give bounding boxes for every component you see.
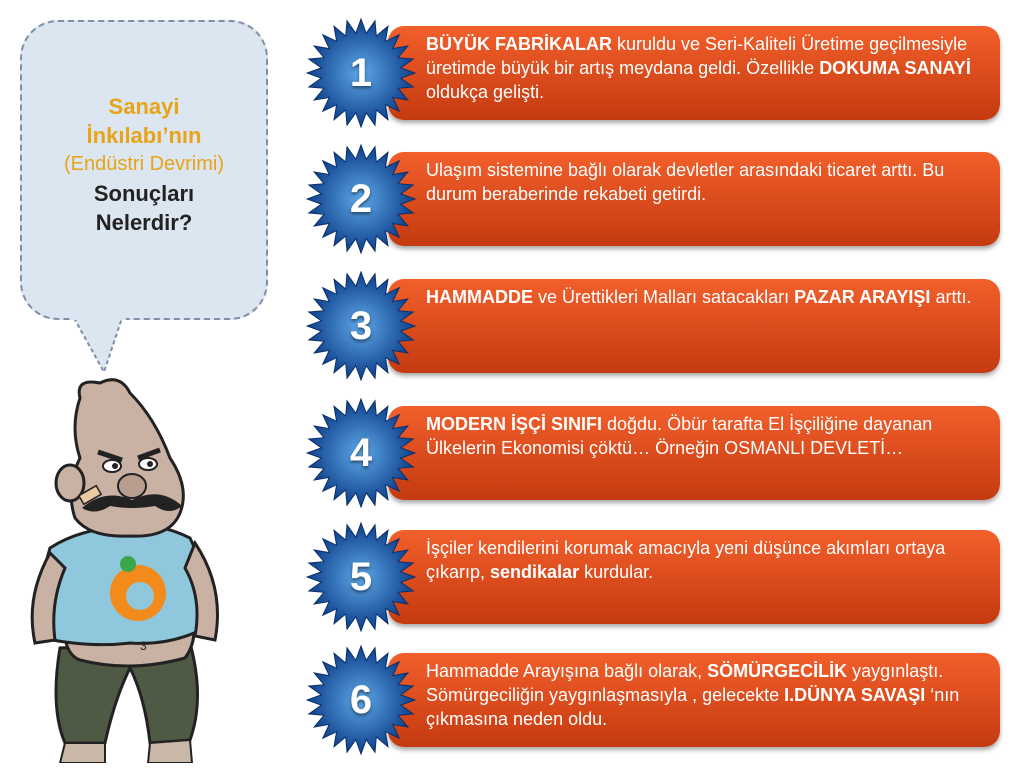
item-number: 6 bbox=[349, 678, 373, 722]
bubble-title bbox=[20, 92, 268, 237]
list-item bbox=[306, 645, 1006, 755]
item-text-bold: sendikalar bbox=[490, 562, 580, 582]
item-text-bold: BÜYÜK FABRİKALAR bbox=[426, 34, 612, 54]
item-text-part: Hammadde Arayışına bağlı olarak, bbox=[426, 661, 708, 681]
item-number: 5 bbox=[349, 555, 373, 599]
item-text-part: kurdular. bbox=[579, 562, 654, 582]
list-item bbox=[306, 398, 1006, 508]
item-text-bold: SÖMÜRGECİLİK bbox=[707, 661, 848, 681]
list-item bbox=[306, 18, 1006, 128]
belly-number: 3 bbox=[140, 639, 147, 653]
title-line-2: İnkılabı’nın bbox=[86, 123, 202, 148]
item-number: 1 bbox=[349, 51, 373, 95]
item-number: 2 bbox=[349, 177, 373, 221]
item-text bbox=[426, 285, 986, 309]
item-text-bold: DOKUMA SANAYİ bbox=[819, 58, 971, 78]
item-text bbox=[426, 158, 986, 206]
item-text-bold: PAZAR ARAYIŞI bbox=[794, 287, 931, 307]
cartoon-man-illustration bbox=[20, 378, 250, 763]
item-text bbox=[426, 659, 986, 731]
item-text-part: doğdu. Öbür tarafta El İşçiliğine dayanan Ülkelerin Ekonomisi çöktü… Örneğin OSMANLI DEVLETİ… bbox=[426, 414, 933, 458]
item-text bbox=[426, 32, 986, 104]
item-text-part: Ulaşım sistemine bağlı olarak devletler arasındaki ticaret arttı. Bu durum beraberinde rekabeti getirdi. bbox=[426, 160, 945, 204]
item-number: 3 bbox=[349, 304, 373, 348]
item-text-part: oldukça gelişti. bbox=[426, 82, 545, 102]
item-text-bold: HAMMADDE bbox=[426, 287, 533, 307]
item-text-part: ‘nın çıkmasına neden oldu. bbox=[426, 685, 960, 729]
item-number: 4 bbox=[349, 431, 373, 475]
item-text-part: kuruldu ve Seri-Kaliteli Üretime geçilmesiyle üretimde büyük bir artış meydana geldi. Özellikle bbox=[426, 34, 968, 78]
item-text-part: arttı. bbox=[930, 287, 972, 307]
title-line-3: (Endüstri Devrimi) bbox=[63, 153, 225, 175]
title-line-5: Nelerdir? bbox=[95, 210, 193, 235]
list-item bbox=[306, 522, 1006, 632]
item-text-part: yaygınlaştı. Sömürgeciliğin yaygınlaşmasıyla , gelecekte bbox=[426, 661, 944, 705]
item-text-bold: I.DÜNYA SAVAŞI bbox=[784, 685, 926, 705]
item-text bbox=[426, 412, 986, 460]
title-line-4: Sonuçları bbox=[93, 181, 195, 206]
list-item bbox=[306, 144, 1006, 254]
list-item bbox=[306, 271, 1006, 381]
item-text-part: ve Ürettikleri Malları satacakları bbox=[533, 287, 795, 307]
title-line-1: Sanayi bbox=[108, 94, 180, 119]
item-text-part: İşçiler kendilerini korumak amacıyla yeni düşünce akımları ortaya çıkarıp, bbox=[426, 538, 946, 582]
item-text-bold: MODERN İŞÇİ SINIFI bbox=[426, 414, 603, 434]
item-text bbox=[426, 536, 986, 584]
